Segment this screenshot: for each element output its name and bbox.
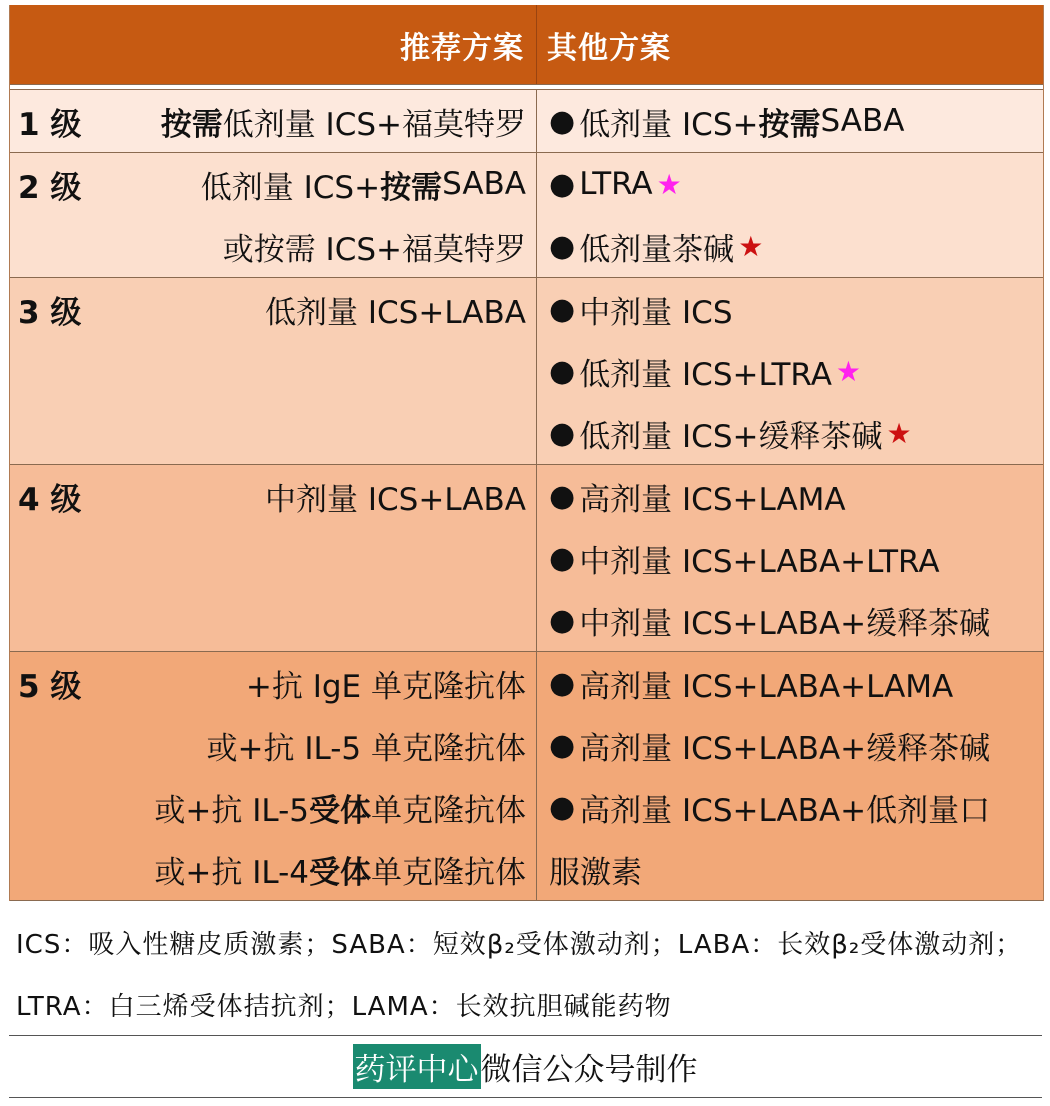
table-row-level-4 (10, 465, 1043, 652)
red-star-icon: ★ (886, 416, 912, 450)
bullet-icon: ● (549, 166, 576, 202)
recommended-line: 按需 低剂量 ICS+福莫特罗 (160, 106, 526, 143)
recommended-cell (10, 90, 537, 152)
recommended-line: 或按需 ICS+福莫特罗 (222, 231, 526, 268)
recommended-line: 低剂量 ICS+ 按需 SABA (200, 166, 526, 206)
recommended-cell (10, 278, 537, 464)
other-line: ● 低剂量 ICS+缓释茶碱 ★ (549, 415, 912, 455)
recommended-line: 或+抗 IL-5 单克隆抗体 (206, 730, 526, 767)
bullet-icon: ● (549, 727, 576, 763)
bullet-icon: ● (549, 540, 576, 576)
footer-divider-bottom (9, 1097, 1042, 1098)
credit-text: 微信公众号制作 (480, 1051, 698, 1088)
other-line: ● 低剂量茶碱 ★ (549, 228, 764, 268)
other-line: ● 高剂量 ICS+LABA+LAMA (549, 665, 954, 705)
bullet-icon: ● (549, 415, 576, 451)
bullet-icon: ● (549, 103, 576, 139)
other-line: ● 中剂量 ICS (549, 291, 733, 331)
recommended-cell (10, 465, 537, 651)
other-line: ● 中剂量 ICS+LABA+LTRA (549, 540, 940, 580)
bullet-icon: ● (549, 353, 576, 389)
recommended-line: 或+抗 IL-4 受体 单克隆抗体 (154, 854, 526, 891)
other-cell (537, 465, 1043, 651)
other-line: ● 高剂量 ICS+LABA+低剂量口 (549, 789, 991, 829)
level-label: 3 级 (18, 294, 82, 331)
header-other-cell (537, 5, 1043, 84)
other-line: ● 中剂量 ICS+LABA+缓释茶碱 (549, 602, 991, 642)
bullet-icon: ● (549, 291, 576, 327)
abbreviation-footnote: ICS：吸入性糖皮质激素；SABA：短效β₂受体激动剂；LABA：长效β₂受体激动剂；LTRA：白三烯受体拮抗剂；LAMA：长效抗胆碱能药物 (16, 930, 1023, 1022)
table-row-level-5 (10, 652, 1043, 901)
treatment-table (9, 5, 1044, 901)
bullet-icon: ● (549, 228, 576, 264)
level-label: 4 级 (18, 481, 82, 518)
recommended-cell (10, 153, 537, 277)
recommended-line: 中剂量 ICS+LABA (265, 481, 526, 518)
bullet-icon: ● (549, 478, 576, 514)
other-cell (537, 652, 1043, 900)
other-cell (537, 278, 1043, 464)
table-header (10, 5, 1043, 85)
header-recommended-cell (10, 5, 537, 84)
credit-line (0, 1035, 1050, 1097)
other-line-continued: 服激素 (549, 854, 642, 891)
other-line: ● LTRA ★ (549, 166, 682, 202)
header-other: 其他方案 (547, 30, 671, 66)
other-line: ● 高剂量 ICS+LAMA (549, 478, 846, 518)
header-recommended: 推荐方案 (400, 30, 524, 66)
bullet-icon: ● (549, 602, 576, 638)
red-star-icon: ★ (738, 229, 764, 263)
table-row-level-3 (10, 278, 1043, 465)
other-line: ● 高剂量 ICS+LABA+缓释茶碱 (549, 727, 991, 767)
recommended-line: +抗 IgE 单克隆抗体 (245, 668, 526, 705)
recommended-line: 低剂量 ICS+LABA (265, 294, 526, 331)
level-label: 1 级 (18, 106, 82, 143)
recommended-line: 或+抗 IL-5 受体 单克隆抗体 (154, 792, 526, 829)
other-cell (537, 153, 1043, 277)
table-row-level-1 (10, 90, 1043, 153)
table-row-level-2 (10, 153, 1043, 278)
level-label: 2 级 (18, 169, 82, 206)
other-cell (537, 90, 1043, 152)
bullet-icon: ● (549, 789, 576, 825)
other-line: ● 低剂量 ICS+LTRA ★ (549, 353, 862, 393)
credit-highlight: 药评中心 (353, 1044, 481, 1089)
other-line: ● 低剂量 ICS+ 按需 SABA (549, 103, 905, 143)
level-label: 5 级 (18, 668, 82, 705)
magenta-star-icon: ★ (656, 167, 682, 201)
bullet-icon: ● (549, 665, 576, 701)
magenta-star-icon: ★ (835, 354, 862, 388)
recommended-cell (10, 652, 537, 900)
